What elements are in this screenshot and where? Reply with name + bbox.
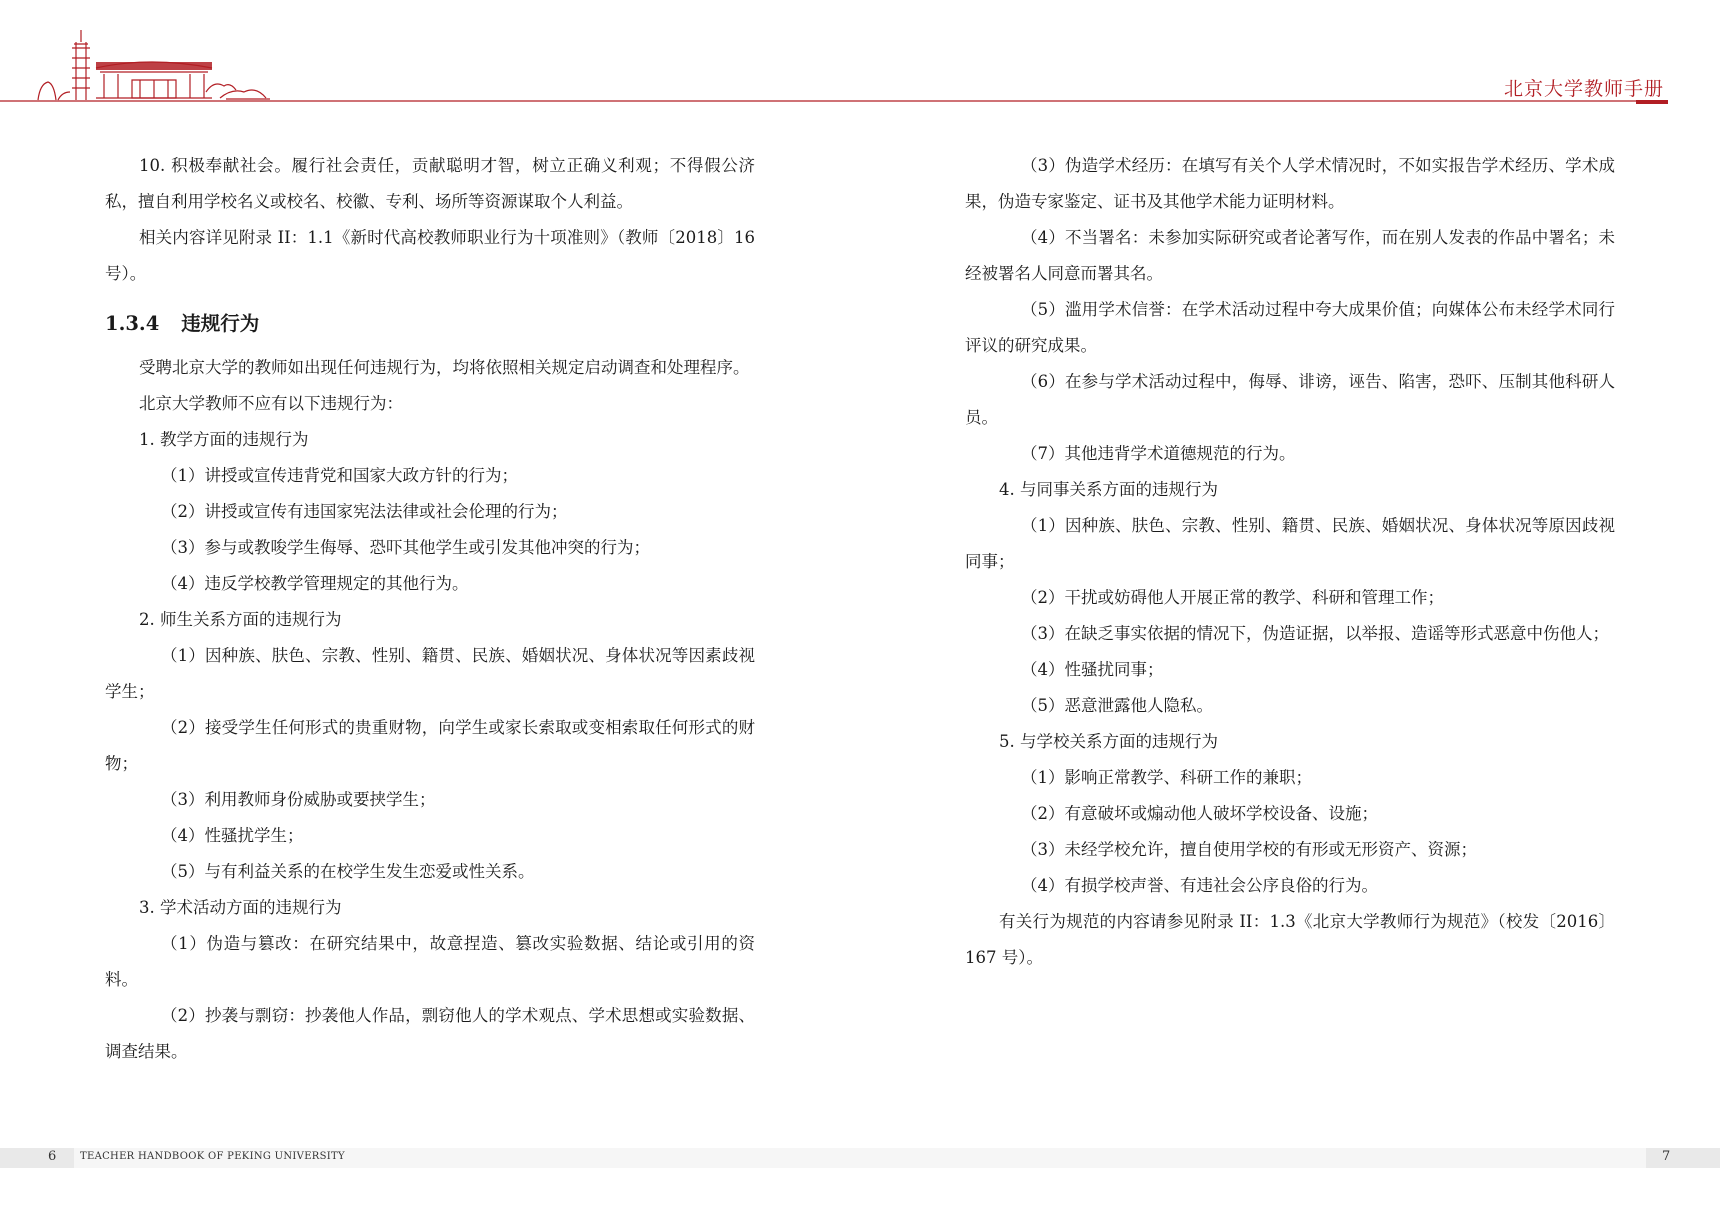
list-item: （7）其他违背学术道德规范的行为。 [1021,444,1296,463]
list-item: （5）滥用学术信誉：在学术活动过程中夸大成果价值；向媒体公布未经学术同行评议的研究成果。 [965,300,1615,355]
handbook-title: 北京大学教师手册 [1503,78,1664,100]
list-item: （5）恶意泄露他人隐私。 [1021,696,1213,715]
footer-bar-left [0,1148,74,1168]
footer-handbook-label: TEACHER HANDBOOK OF PEKING UNIVERSITY [80,1151,345,1162]
list-heading: 5. 与学校关系方面的违规行为 [999,732,1218,751]
campus-skyline-icon [0,0,1720,110]
right-page-content [965,148,1615,976]
list-item: （2）抄袭与剽窃：抄袭他人作品，剽窃他人的学术观点、学术思想或实验数据、调查结果。 [105,1006,755,1061]
page-number-left: 6 [48,1149,57,1164]
list-item: （4）违反学校教学管理规定的其他行为。 [161,574,469,593]
list-item: （1）伪造与篡改：在研究结果中，故意捏造、篡改实验数据、结论或引用的资料。 [105,934,755,989]
list-heading: 4. 与同事关系方面的违规行为 [999,480,1218,499]
paragraph: 相关内容详见附录 II：1.1《新时代高校教师职业行为十项准则》（教师〔2018〕16 号）。 [105,228,755,283]
list-item: （5）与有利益关系的在校学生发生恋爱或性关系。 [161,862,535,881]
list-item: （1）影响正常教学、科研工作的兼职； [1021,768,1312,787]
list-item: （2）有意破坏或煽动他人破坏学校设备、设施； [1021,804,1378,823]
list-item: （3）在缺乏事实依据的情况下，伪造证据，以举报、造谣等形式恶意中伤他人； [1021,624,1609,643]
paragraph: 10. 积极奉献社会。履行社会责任，贡献聪明才智，树立正确义利观；不得假公济私，擅自利用学校名义或校名、校徽、专利、场所等资源谋取个人利益。 [105,156,755,211]
list-item: （1）讲授或宣传违背党和国家大政方针的行为； [161,466,518,485]
list-item: （4）有损学校声誉、有违社会公序良俗的行为。 [1021,876,1378,895]
section-number: 1.3.4 [105,312,160,335]
page-header [0,0,1720,110]
list-item: （3）利用教师身份威胁或要挟学生； [161,790,436,809]
list-item: （4）性骚扰同事； [1021,660,1164,679]
list-heading: 1. 教学方面的违规行为 [139,430,309,449]
list-item: （1）因种族、肤色、宗教、性别、籍贯、民族、婚姻状况、身体状况等因素歧视学生； [105,646,755,701]
list-item: （3）参与或教唆学生侮辱、恐吓其他学生或引发其他冲突的行为； [161,538,650,557]
paragraph: 北京大学教师不应有以下违规行为： [139,394,403,413]
list-item: （2）讲授或宣传有违国家宪法法律或社会伦理的行为； [161,502,568,521]
page-number-right: 7 [1662,1149,1671,1164]
list-item: （3）未经学校允许，擅自使用学校的有形或无形资产、资源； [1021,840,1477,859]
page-footer [0,1148,1720,1168]
list-item: （2）干扰或妨碍他人开展正常的教学、科研和管理工作； [1021,588,1444,607]
list-item: （3）伪造学术经历：在填写有关个人学术情况时，不如实报告学术经历、学术成果，伪造专家鉴定、证书及其他学术能力证明材料。 [965,156,1615,211]
list-item: （4）不当署名：未参加实际研究或者论著写作，而在别人发表的作品中署名；未经被署名人同意而署其名。 [965,228,1615,283]
footer-bar-right [1646,1148,1720,1168]
list-item: （6）在参与学术活动过程中，侮辱、诽谤，诬告、陷害，恐吓、压制其他科研人员。 [965,372,1615,427]
section-title: 违规行为 [181,312,260,335]
left-page-content [105,148,755,1070]
list-heading: 2. 师生关系方面的违规行为 [139,610,342,629]
list-item: （2）接受学生任何形式的贵重财物，向学生或家长索取或变相索取任何形式的财物； [105,718,755,773]
list-item: （4）性骚扰学生； [161,826,304,845]
paragraph: 受聘北京大学的教师如出现任何违规行为，均将依照相关规定启动调查和处理程序。 [139,358,750,377]
paragraph: 有关行为规范的内容请参见附录 II：1.3《北京大学教师行为规范》（校发〔2016〕167 号）。 [965,912,1615,967]
list-heading: 3. 学术活动方面的违规行为 [139,898,342,917]
list-item: （1）因种族、肤色、宗教、性别、籍贯、民族、婚姻状况、身体状况等原因歧视同事； [965,516,1615,571]
section-heading [105,306,755,342]
